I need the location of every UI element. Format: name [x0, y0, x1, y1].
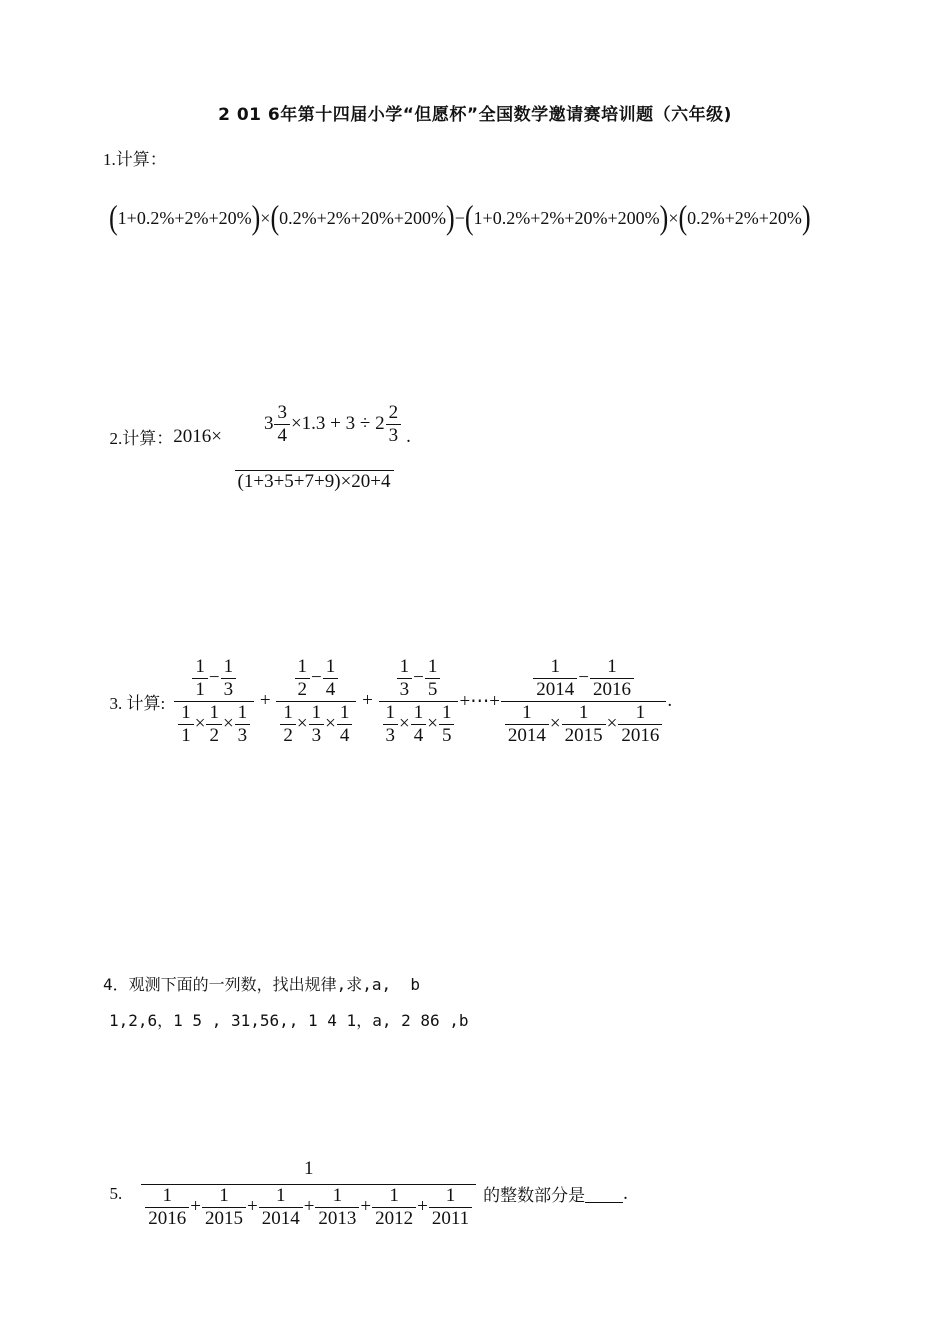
q5-den-6: 2011 — [429, 1207, 472, 1230]
q3-end: . — [667, 690, 673, 712]
q1-term2: 0.2%+2%+20%+200% — [279, 207, 447, 228]
q2-mid: ×1.3 + 3 ÷ 2 — [290, 413, 385, 435]
q1-term1: 1+0.2%+2%+20% — [117, 207, 252, 228]
q2-expression — [100, 358, 411, 493]
q3-label: 3. 计算: — [109, 693, 166, 713]
q5-den-4: 2013 — [315, 1207, 359, 1230]
page-title: 2 01 6年第十四届小学“但愿杯”全国数学邀请赛培训题（六年级) — [218, 105, 732, 125]
q2-mixed-den: 4 — [274, 424, 290, 447]
q5-den-2: 2015 — [202, 1207, 246, 1230]
q1-times2: × — [668, 207, 679, 228]
q5-answer-blank[interactable] — [585, 1184, 623, 1203]
q5-fraction: 1 $\frac{1}{2016}$ + $\frac{1}{2015}$ + $\frac{1}{2014}$ + $\frac{1}{2013}$ + $\frac{1}{2012}$ + $\frac{1}{2011}$ — [141, 1158, 476, 1230]
q5-label: 5. — [109, 1183, 123, 1203]
q5-end: . — [623, 1182, 628, 1204]
q5-suffix: 的整数部分是 — [483, 1186, 586, 1206]
q2-mixed-whole: 3 — [263, 413, 274, 435]
q1-label: 1.计算： — [103, 150, 167, 169]
q2-frac2-num: 2 — [388, 401, 399, 423]
q4-line2: 1,2,6，1 5 , 31,56,, 1 4 1，a, 2 86 ,b — [109, 1011, 469, 1030]
q5-den-5: 2012 — [372, 1207, 416, 1230]
q5-top: 1 — [303, 1158, 314, 1179]
q2-mixed-num: 3 — [277, 401, 287, 423]
q1-term4: 0.2%+2%+20% — [687, 207, 802, 228]
q3-expression: 3. 计算: $\frac{1}{1}$ − $\frac{1}{3}$ $\frac{1}{1}$ × $\frac{1}{2}$ × $\frac{1}{3}$ + $\frac{1}{2}$ − $\frac{1}{4}$ $\frac{1}{2}$ × $\frac{1}{3}$ × $\frac{1}{4}$ + $\frac{1}{3}$ − $\frac{1}{5}$ $\frac{1}{3}$ × $\frac{1}{4}$ × $\frac{1}{5}$ +⋯+ $\frac{1}{2014}$ − $\frac{1}{2016}$ $\frac{1}{2014}$ × $\frac{1}{2015}$ × $\frac{1}{2016}$ . — [109, 656, 673, 746]
q3-term-3: $\frac{1}{3}$ − $\frac{1}{5}$ $\frac{1}{3}$ × $\frac{1}{4}$ × $\frac{1}{5}$ — [379, 656, 459, 746]
q2-end: . — [406, 425, 411, 447]
q5-expression — [100, 1136, 628, 1230]
q2-main-fraction — [223, 380, 405, 493]
q3-term-1: $\frac{1}{1}$ − $\frac{1}{3}$ $\frac{1}{1}$ × $\frac{1}{2}$ × $\frac{1}{3}$ — [174, 656, 254, 746]
q3-term-last: $\frac{1}{2014}$ − $\frac{1}{2016}$ $\frac{1}{2014}$ × $\frac{1}{2015}$ × $\frac{1}{2016}$ — [501, 656, 666, 746]
q5-den-3: 2014 — [259, 1207, 303, 1230]
q3-term-2: $\frac{1}{2}$ − $\frac{1}{4}$ $\frac{1}{2}$ × $\frac{1}{3}$ × $\frac{1}{4}$ — [276, 656, 356, 746]
q2-denominator: (1+3+5+7+9)×20+4 — [235, 470, 394, 493]
q2-frac2-den: 3 — [386, 424, 402, 447]
q2-mult: 2016× — [173, 425, 222, 447]
q4-line1: 4．观测下面的一列数，找出规律,求,a, b — [103, 975, 421, 994]
q1-expression: ( 1+0.2%+2%+20% ) × ( 0.2%+2%+20%+200% ) − ( 1+0.2%+2%+20%+200% ) × ( 0.2%+2%+20% ) — [109, 198, 811, 237]
q5-den-1: 2016 — [145, 1207, 189, 1230]
q1-times1: × — [260, 207, 271, 228]
q1-minus: − — [454, 207, 465, 228]
q1-term3: 1+0.2%+2%+20%+200% — [473, 207, 660, 228]
q2-label: 2.计算： — [109, 429, 174, 449]
q3-dots: +⋯+ — [459, 690, 500, 712]
